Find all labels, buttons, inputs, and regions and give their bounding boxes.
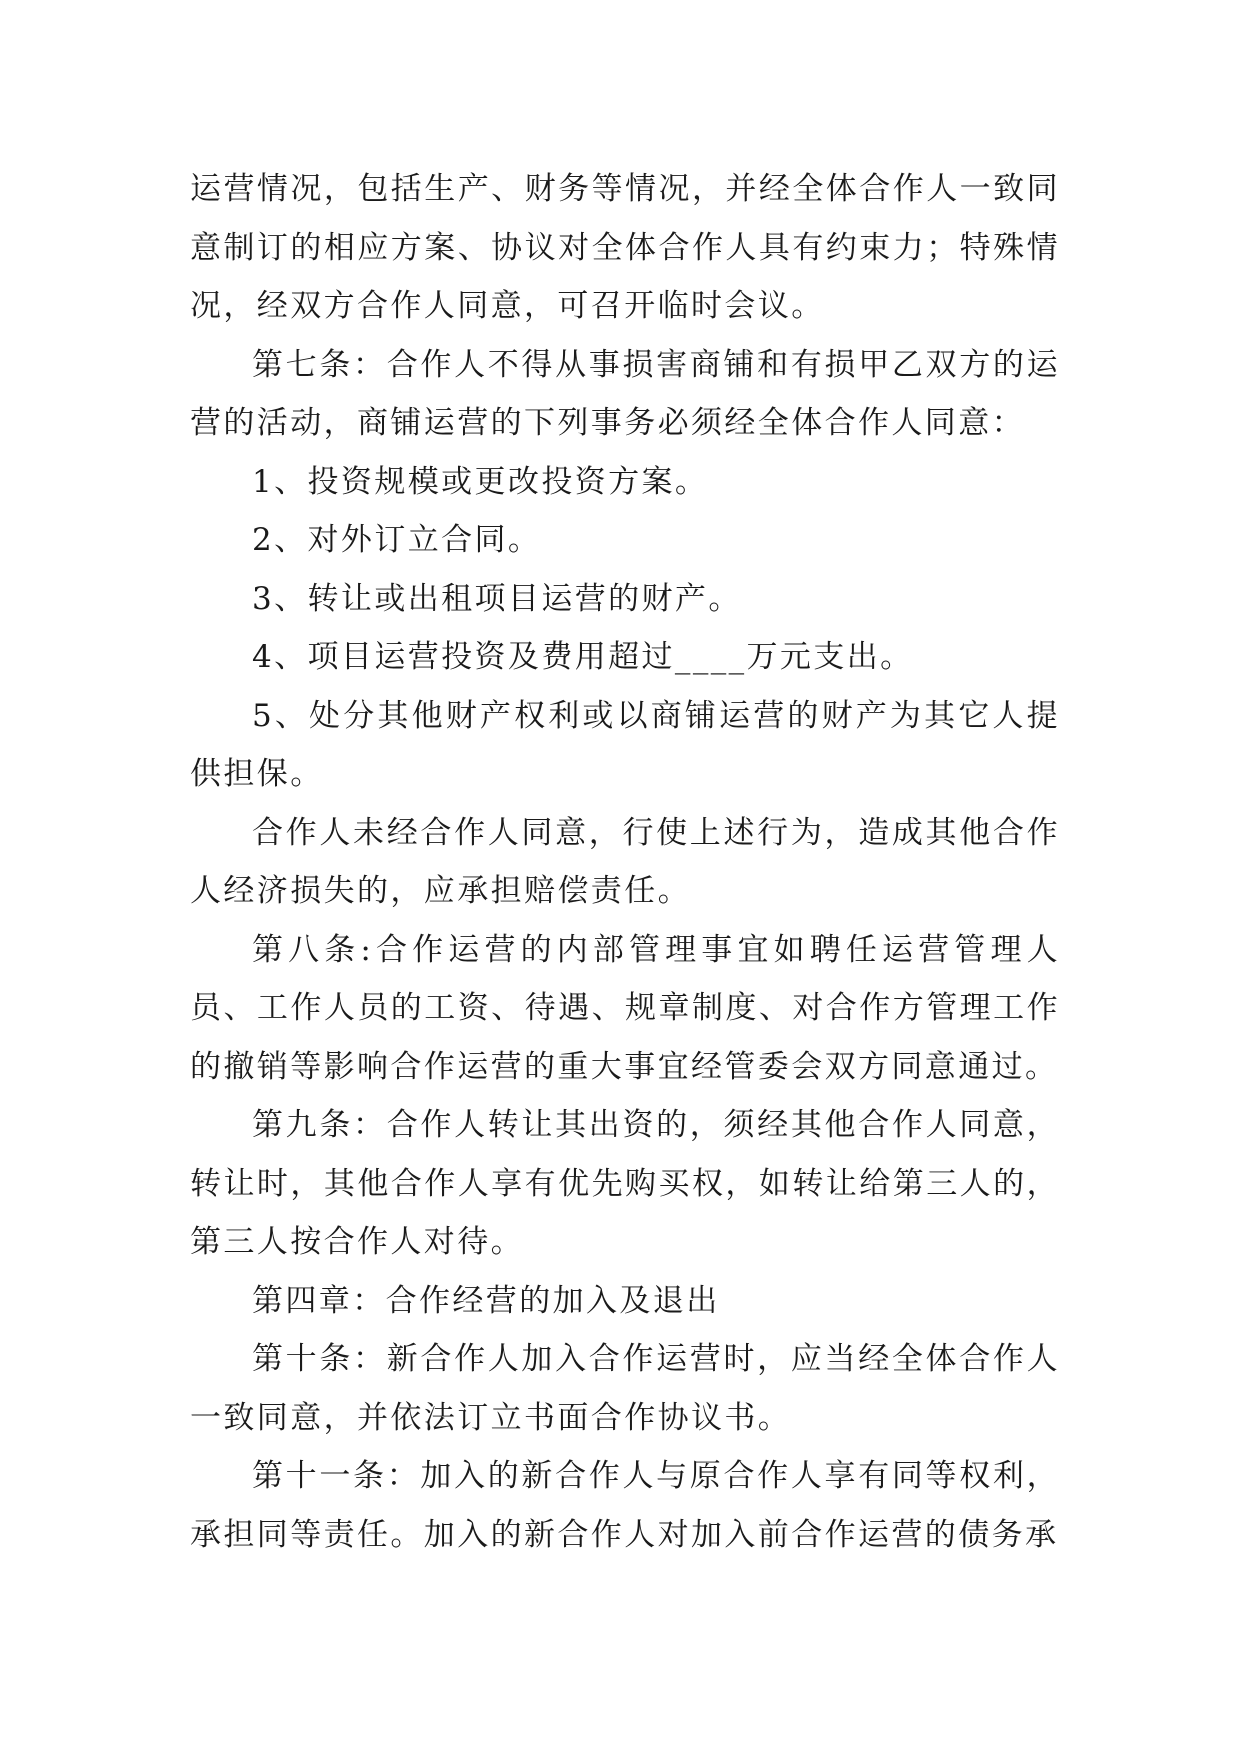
paragraph-article-10: 第十条：新合作人加入合作运营时，应当经全体合作人一致同意，并依法订立书面合作协议书。	[190, 1341, 1060, 1436]
list-item-5: 5、处分其他财产权利或以商铺运营的财产为其它人提供担保。	[190, 697, 1060, 792]
paragraph-article-8: 第八条:合作运营的内部管理事宜如聘任运营管理人员、工作人员的工资、待遇、规章制度、对合作方管理工作的撤销等影响合作运营的重大事宜经管委会双方同意通过。	[190, 931, 1060, 1085]
list-item-1: 1、投资规模或更改投资方案。	[252, 463, 709, 500]
chapter-heading-4: 第四章：合作经营的加入及退出	[252, 1282, 720, 1319]
list-item-3: 3、转让或出租项目运营的财产。	[252, 580, 742, 617]
document-body	[190, 160, 1060, 1564]
paragraph-continuation: 运营情况，包括生产、财务等情况，并经全体合作人一致同意制订的相应方案、协议对全体合作人具有约束力；特殊情况，经双方合作人同意，可召开临时会议。	[190, 171, 1060, 324]
paragraph-article-11: 第十一条：加入的新合作人与原合作人享有同等权利，承担同等责任。加入的新合作人对加入前合作运营的债务承	[190, 1458, 1060, 1553]
list-item-2: 2、对外订立合同。	[252, 522, 542, 558]
list-item-4: 4、项目运营投资及费用超过____万元支出。	[252, 639, 914, 675]
paragraph-article-9: 第九条：合作人转让其出资的，须经其他合作人同意，转让时，其他合作人享有优先购买权，如转让给第三人的，第三人按合作人对待。	[190, 1107, 1060, 1260]
paragraph-article-7: 第七条：合作人不得从事损害商铺和有损甲乙双方的运营的活动，商铺运营的下列事务必须经全体合作人同意：	[190, 346, 1060, 441]
paragraph-liability: 合作人未经合作人同意，行使上述行为，造成其他合作人经济损失的，应承担赔偿责任。	[190, 814, 1060, 909]
